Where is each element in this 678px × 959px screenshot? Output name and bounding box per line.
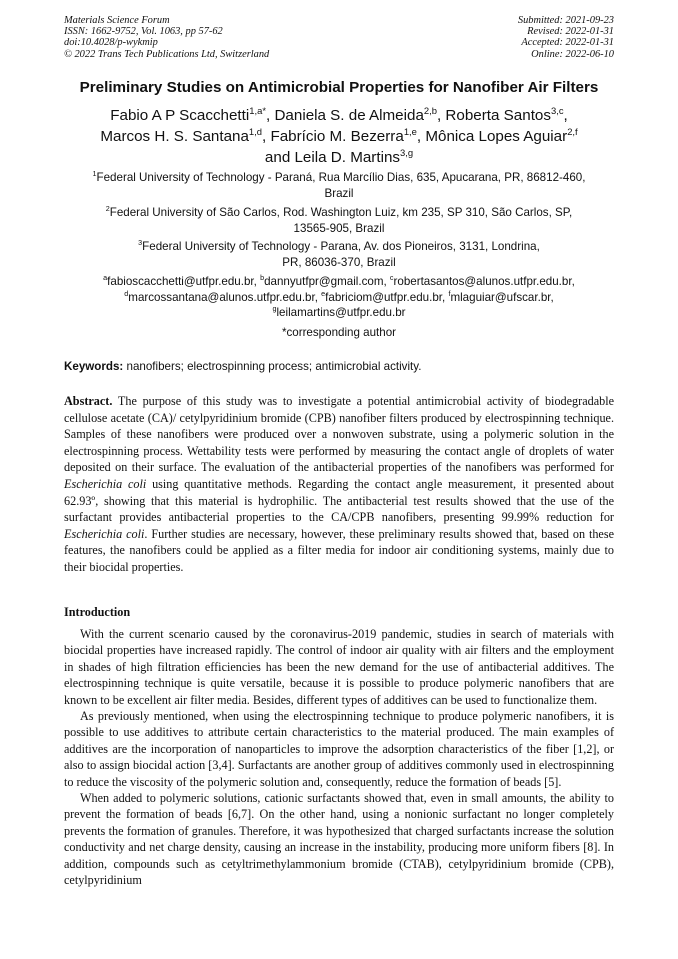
journal-info [64, 15, 269, 60]
abstract: Abstract. The purpose of this study was to investigate a potential antimicrobial activity of biodegradable cellulose acetate (CA)/ cetylpyridinium bromide (CPB) nanofiber filters produced by electrospinning technique. Samples of these nanofibers were produced over a nonwoven substrate, using a polymeric solution in the electrospinning process. Wettability tests were performed by measuring the contact angle of droplets of water deposited on their surface. The evaluation of the antibacterial properties of the nanofibers was performed for Escherichia coli using quantitative methods. Regarding the contact angle measurement, it presented about 62.93º, showing that this material is hydrophilic. The antibacterial test results showed that the use of the surfactant provides antibacterial properties to the CA/CPB nanofibers, presenting 99.99% reduction for Escherichia coli. Further studies are necessary, however, these preliminary results showed that, based on these features, the nanofibers could be applied as a filter media for indoor air conditioning systems, mainly due to their biocidal properties. [64, 394, 614, 574]
author-name: Roberta Santos [445, 107, 551, 124]
author-name: Fabrício M. Bezerra [270, 128, 404, 145]
email-link[interactable]: marcossantana@alunos.utfpr.edu.br, [128, 290, 322, 304]
author-line-2: Marcos H. S. Santana$^{1,d}$, Fabrício M. Bezerra$^{1,e}$, Mônica Lopes Aguiar$^{2,f}$ [100, 125, 578, 145]
revised-date: Revised: 2022-01-31 [527, 26, 614, 38]
introduction-body [64, 626, 614, 889]
paragraph: With the current scenario caused by the coronavirus-2019 pandemic, studies in search of materials with biocidal properties have increased rapidly. The control of indoor air quality with air filters and the employment in shades of high filtration efficiencies has been the new demand for the use of antibacterial additives. The electrospinning technique is quite versatile, because it is possible to produce polymeric nanofibers that are known to be excellent air filter media. Besides, different types of additives can be used to functionalize them. [64, 627, 614, 707]
issn-line: ISSN: 1662-9752, Vol. 1063, pp 57-62 [64, 26, 223, 38]
abstract-label: Abstract. [64, 394, 113, 408]
author-name: and Leila D. Martins [264, 149, 400, 166]
online-date: Online: 2022-06-10 [531, 48, 614, 60]
keywords-text: nanofibers; electrospinning process; antimicrobial activity. [123, 360, 422, 373]
doi-line: doi:10.4028/p-wykmip [64, 37, 158, 49]
paragraph: As previously mentioned, when using the electrospinning technique to produce polymeric nanofibers, it is possible to use additives to attribute certain characteristics to the material produced. The main examples of additives are the incorporation of nanoparticles to improve the adsorption characteristics of the fiber [1,2], or also to assign biocidal action [3,4]. Surfactants are another group of additives commonly used in electrospinning to reduce the viscosity of the polymeric solution and, consequently, reduce the formation of beads [5]. [64, 709, 614, 789]
dates-info [518, 15, 614, 60]
author-list [40, 105, 638, 168]
author-name: Marcos H. S. Santana [100, 128, 249, 145]
email-link[interactable]: dannyutfpr@gmail.com, [264, 275, 390, 288]
keywords-label: Keywords: [64, 360, 124, 373]
email-link[interactable]: robertasantos@alunos.utfpr.edu.br, [393, 275, 575, 288]
author-sup: 1,a* [249, 104, 266, 116]
affiliation-1: $^1$Federal University of Technology - Paraná, Rua Marcílio Dias, 635, Apucarana, PR, 86812-460, Brazil [92, 169, 586, 200]
author-sup: 3,g [400, 146, 414, 158]
email-link[interactable]: fabioscacchetti@utfpr.edu.br, [107, 275, 261, 288]
author-line-3 [40, 147, 638, 168]
author-sup: 2,b [423, 104, 437, 116]
affiliation-3: $^3$Federal University of Technology - Parana, Av. dos Pioneiros, 3131, Londrina, PR, 86036-370, Brazil [138, 238, 540, 269]
accepted-date: Accepted: 2022-01-31 [521, 37, 614, 49]
corresponding-author-note: *corresponding author [281, 326, 397, 339]
author-sup: 1,d [248, 125, 262, 137]
affiliation-2: $^2$Federal University of São Carlos, Rod. Washington Luiz, km 235, SP 310, São Carlos, SP, 13565-905, Brazil [105, 204, 573, 235]
journal-name: Materials Science Forum [64, 15, 170, 26]
author-sup: 1,e [403, 125, 417, 137]
author-sup: 3,c [550, 104, 564, 116]
author-name: Daniela S. de Almeida [274, 107, 424, 124]
email-link[interactable]: mlaguiar@ufscar.br, [450, 290, 554, 304]
keywords [64, 360, 614, 373]
author-line-1: Fabio A P Scacchetti$^{1,a*}$, Daniela S. de Almeida$^{2,b}$, Roberta Santos$^{3,c}$, [110, 104, 568, 124]
section-heading-introduction: Introduction [64, 605, 131, 619]
email-link[interactable]: leilamartins@utfpr.edu.br [276, 306, 406, 319]
author-name: Fabio A P Scacchetti [110, 107, 250, 124]
copyright-line: © 2022 Trans Tech Publications Ltd, Switzerland [64, 48, 270, 60]
email-link[interactable]: fabriciom@utfpr.edu.br, [325, 290, 449, 304]
submitted-date: Submitted: 2021-09-23 [517, 15, 614, 26]
author-sup: 2,f [567, 125, 578, 137]
journal-header [64, 15, 614, 60]
author-name: Mônica Lopes Aguiar [425, 128, 568, 145]
paragraph: When added to polymeric solutions, cationic surfactants showed that, even in small amounts, the ability to prevent the formation of beads [6,7]. On the other hand, using a nonionic surfactant no longer completely prevents the formation of granules. Therefore, it was hypothesized that charged surfactants increase the solution conductivity and net charge density, causing an increase in the instability, producing more uniform fibers [8]. In addition, compounds such as cetyltrimethylammonium bromide (CTAB), cetylpyridinium bromide (CPB), cetylpyridinium [64, 791, 614, 888]
email-list: $^a$fabioscacchetti@utfpr.edu.br, $^b$dannyutfpr@gmail.com, $^c$robertasantos@alunos.utfpr.edu.br, $^d$marcossantana@alunos.utfpr.edu.br, $^e$fabriciom@utfpr.edu.br, $^f$mlaguiar@ufscar.br, $^g$leilamartins@utfpr.edu.br [103, 273, 575, 319]
paper-title: Preliminary Studies on Antimicrobial Properties for Nanofiber Air Filters [79, 79, 599, 96]
